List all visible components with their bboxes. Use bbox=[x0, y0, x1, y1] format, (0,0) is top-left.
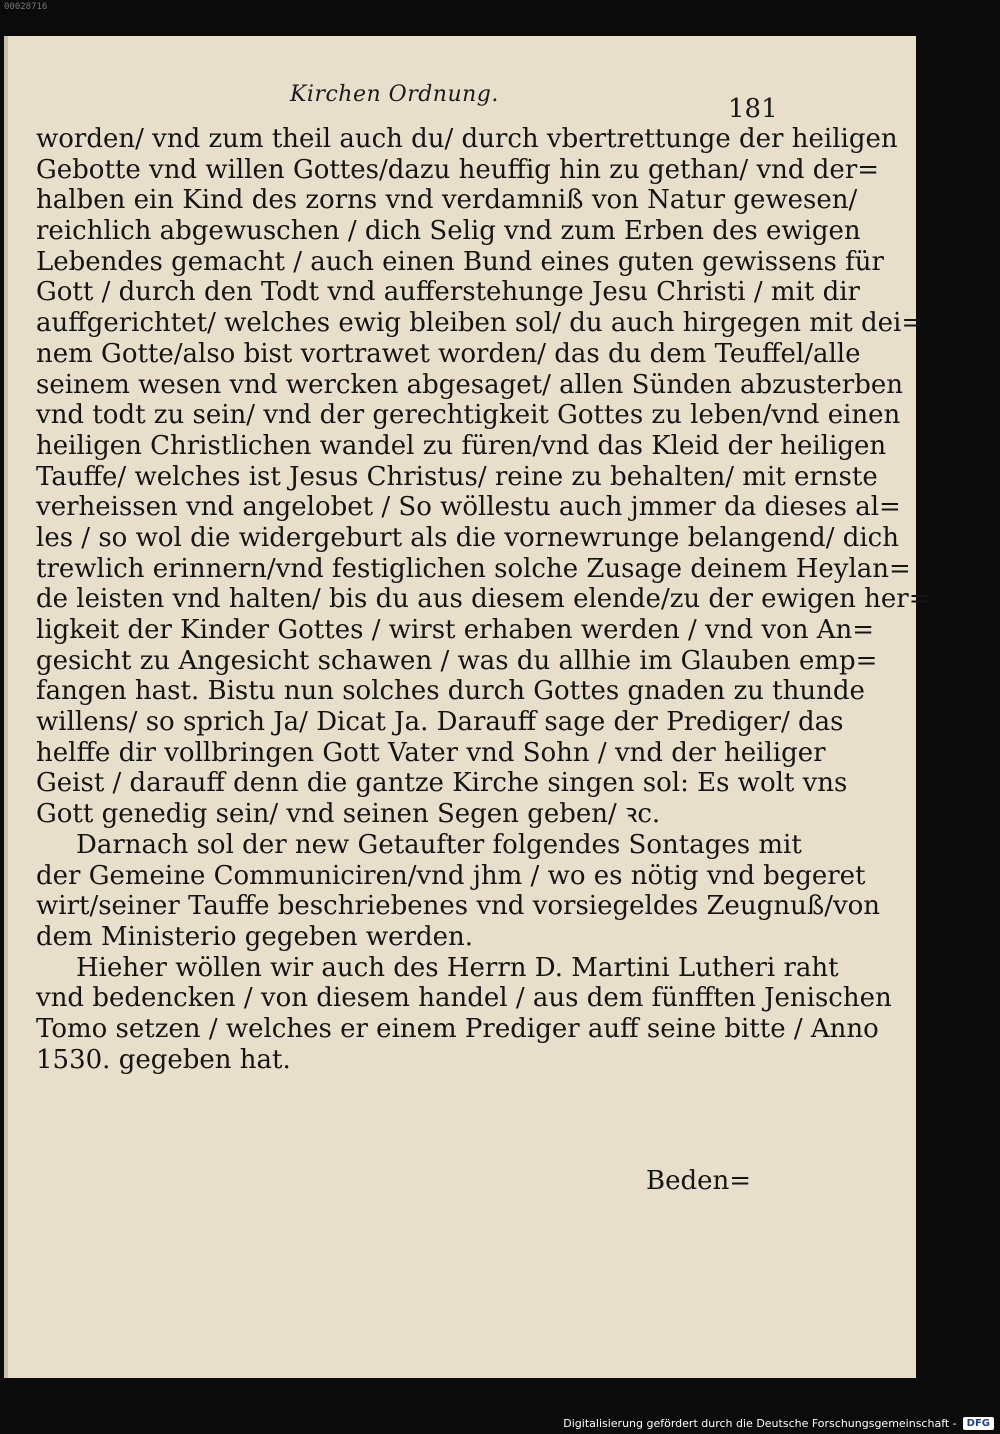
text-line: Gebotte vnd willen Gottes/dazu heuffig hin zu gethan/ vnd der= bbox=[36, 154, 880, 185]
text-line: vnd todt zu sein/ vnd der gerechtigkeit Gottes zu leben/vnd einen bbox=[36, 400, 901, 431]
text-line: vnd bedencken / von diesem handel / aus dem fünfften Jenischen bbox=[36, 983, 892, 1014]
text-line: Tauffe/ welches ist Jesus Christus/ reine zu behalten/ mit ernste bbox=[36, 461, 878, 492]
scan-id: 00028716 bbox=[4, 2, 48, 12]
text-line: worden/ vnd zum theil auch du/ durch vbertrettunge der heiligen bbox=[36, 124, 898, 154]
text-line: 1530. gegeben hat. bbox=[36, 1044, 291, 1075]
text-line: ligkeit der Kinder Gottes / wirst erhaben werden / vnd von An= bbox=[36, 615, 875, 645]
text-line: fangen hast. Bistu nun solches durch Gottes gnaden zu thunde bbox=[36, 676, 865, 707]
text-line: der Gemeine Communiciren/vnd jhm / wo es nötig vnd begeret bbox=[36, 860, 866, 891]
text-line: halben ein Kind des zorns vnd verdamniß von Natur gewesen/ bbox=[36, 185, 858, 216]
text-line: de leisten vnd halten/ bis du aus diesem elende/zu der ewigen her= bbox=[36, 584, 931, 615]
text-line: reichlich abgewuschen / dich Selig vnd zum Erben des ewigen bbox=[36, 216, 861, 247]
text-line: verheissen vnd angelobet / So wöllestu auch jmmer da dieses al= bbox=[36, 492, 901, 523]
text-line: wirt/seiner Tauffe beschriebenes vnd vorsiegeldes Zeugnuß/von bbox=[36, 891, 881, 922]
text-line: heiligen Christlichen wandel zu füren/vnd das Kleid der heiligen bbox=[36, 430, 887, 461]
text-line: trewlich erinnern/vnd festiglichen solche Zusage deinem Heylan= bbox=[36, 553, 911, 584]
dfg-logo-icon: DFG bbox=[963, 1417, 994, 1430]
text-line: seinem wesen vnd wercken abgesaget/ allen Sünden abzusterben bbox=[36, 369, 903, 400]
text-line: Geist / darauff denn die gantze Kirche singen sol: Es wolt vns bbox=[36, 768, 848, 799]
text-line: helffe dir vollbringen Gott Vater vnd Sohn / vnd der heiliger bbox=[36, 737, 826, 768]
text-line: Gott / durch den Todt vnd aufferstehunge Jesu Christi / mit dir bbox=[36, 277, 860, 308]
running-header: Kirchen Ordnung. bbox=[290, 82, 499, 107]
footer bbox=[563, 1417, 994, 1430]
catchword: Beden= bbox=[646, 1166, 752, 1196]
text-line: Tomo setzen / welches er einem Prediger auff seine bitte / Anno bbox=[36, 1013, 879, 1044]
text-line: nem Gotte/also bist vortrawet worden/ das du dem Teuffel/alle bbox=[36, 338, 861, 369]
text-line: auffgerichtet/ welches ewig bleiben sol/ du auch hirgegen mit dei= bbox=[36, 308, 924, 339]
page-number: 181 bbox=[728, 94, 778, 124]
text-line: Hieher wöllen wir auch des Herrn D. Martini Lutheri raht bbox=[76, 952, 839, 983]
text-line: dem Ministerio gegeben werden. bbox=[36, 921, 473, 952]
text-line: Gott genedig sein/ vnd seinen Segen geben/ ꝛc. bbox=[36, 799, 661, 830]
text-line: Darnach sol der new Getaufter folgendes Sontages mit bbox=[76, 829, 802, 860]
text-line: les / so wol die widergeburt als die vornewrunge belangend/ dich bbox=[36, 522, 899, 553]
text-line: gesicht zu Angesicht schawen / was du allhie im Glauben emp= bbox=[36, 645, 878, 676]
footer-text: Digitalisierung gefördert durch die Deutsche Forschungsgemeinschaft - bbox=[563, 1417, 957, 1430]
body-text bbox=[36, 124, 931, 1075]
text-line: Lebendes gemacht / auch einen Bund eines guten gewissens für bbox=[36, 246, 884, 277]
text-line: willens/ so sprich Ja/ Dicat Ja. Darauff sage der Prediger/ das bbox=[36, 707, 844, 738]
